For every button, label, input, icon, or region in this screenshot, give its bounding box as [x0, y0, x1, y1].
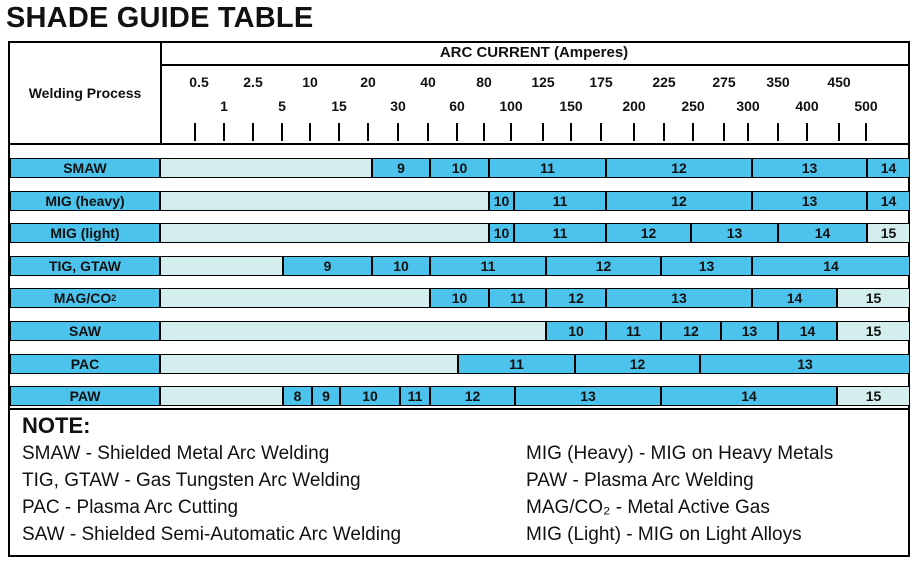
tick-label-top: 2.5: [243, 74, 263, 90]
shade-cell: 10: [430, 288, 489, 308]
tick-label-top: 350: [766, 74, 790, 90]
shade-cell: 10: [430, 158, 489, 178]
tick-label-top: 10: [302, 74, 318, 90]
process-label-text: SAW: [69, 323, 101, 339]
no-shade-range: [160, 256, 283, 276]
scale-tick: [723, 123, 725, 141]
scale-tick: [252, 123, 254, 141]
shade-row: [10, 321, 908, 341]
tick-label-top: 40: [420, 74, 436, 90]
tick-label-bottom: 100: [499, 98, 523, 114]
tick-label-bottom: 15: [331, 98, 347, 114]
shade-cell: 14: [752, 288, 837, 308]
shade-cell: 8: [283, 386, 312, 406]
note-item: MIG (Heavy) - MIG on Heavy Metals: [526, 443, 834, 464]
tick-label-top: 80: [476, 74, 492, 90]
shade-cell: 12: [661, 321, 721, 341]
shade-cell: 14: [867, 191, 910, 211]
shade-cell: 13: [752, 191, 867, 211]
process-label: [10, 158, 160, 178]
process-label: [10, 288, 160, 308]
process-label-text: MIG (light): [50, 225, 120, 241]
scale-tick: [223, 123, 225, 141]
scale-tick: [510, 123, 512, 141]
shade-cell: 13: [661, 256, 752, 276]
process-label-text: PAW: [69, 388, 101, 404]
shade-row: [10, 191, 908, 211]
arc-current-header: ARC CURRENT (Amperes): [160, 43, 908, 66]
tick-label-bottom: 500: [854, 98, 878, 114]
note-item: MIG (Light) - MIG on Light Alloys: [526, 524, 802, 545]
process-label: [10, 223, 160, 243]
no-shade-range: [160, 191, 489, 211]
page-title: SHADE GUIDE TABLE: [6, 2, 314, 34]
shade-cell: 15: [867, 223, 910, 243]
shade-cell: 11: [489, 288, 546, 308]
tick-label-bottom: 300: [736, 98, 760, 114]
note-item: TIG, GTAW - Gas Tungsten Arc Welding: [22, 470, 361, 491]
shade-cell: 9: [283, 256, 372, 276]
note-item: PAW - Plasma Arc Welding: [526, 470, 754, 491]
shade-cell: 13: [691, 223, 778, 243]
no-shade-range: [160, 158, 372, 178]
no-shade-range: [160, 354, 458, 374]
scale-tick: [838, 123, 840, 141]
tick-label-top: 450: [827, 74, 851, 90]
scale-tick: [542, 123, 544, 141]
tick-label-bottom: 5: [278, 98, 286, 114]
tick-label-top: 0.5: [189, 74, 209, 90]
shade-row: [10, 158, 908, 178]
process-column-header: Welding Process: [10, 43, 162, 143]
shade-cell: 13: [721, 321, 778, 341]
shade-cell: 12: [546, 256, 661, 276]
tick-label-top: 175: [589, 74, 613, 90]
shade-cell: 13: [606, 288, 752, 308]
shade-cell: 14: [752, 256, 910, 276]
tick-label-bottom: 400: [795, 98, 819, 114]
shade-row: [10, 354, 908, 374]
scale-tick: [309, 123, 311, 141]
shade-cell: 10: [372, 256, 430, 276]
shade-cell: 14: [778, 321, 837, 341]
shade-row: [10, 386, 908, 406]
shade-cell: 11: [400, 386, 430, 406]
scale-tick: [456, 123, 458, 141]
tick-label-top: 125: [531, 74, 555, 90]
tick-label-top: 225: [652, 74, 676, 90]
tick-label-bottom: 60: [449, 98, 465, 114]
shade-cell: 11: [514, 191, 606, 211]
shade-cell: 15: [837, 321, 910, 341]
shade-cell: 10: [489, 223, 514, 243]
shade-cell: 14: [661, 386, 837, 406]
scale-tick: [281, 123, 283, 141]
shade-cell: 9: [312, 386, 340, 406]
shade-cell: 11: [430, 256, 546, 276]
note-item: MAG/CO₂ - Metal Active Gas: [526, 497, 770, 518]
shade-cell: 11: [458, 354, 575, 374]
shade-cell: 14: [867, 158, 910, 178]
note-item: SAW - Shielded Semi-Automatic Arc Welding: [22, 524, 402, 545]
notes-divider: [10, 408, 908, 410]
shade-cell: 15: [837, 288, 910, 308]
shade-cell: 13: [515, 386, 661, 406]
note-item: PAC - Plasma Arc Cutting: [22, 497, 239, 518]
shade-row: [10, 256, 908, 276]
shade-cell: 11: [514, 223, 606, 243]
scale-tick: [367, 123, 369, 141]
scale-tick: [483, 123, 485, 141]
scale-tick: [194, 123, 196, 141]
scale-tick: [663, 123, 665, 141]
shade-cell: 14: [778, 223, 867, 243]
shade-cell: 10: [340, 386, 400, 406]
process-label-text: PAC: [70, 356, 100, 372]
scale-tick: [692, 123, 694, 141]
scale-tick: [397, 123, 399, 141]
shade-cell: 12: [606, 158, 752, 178]
note-item: SMAW - Shielded Metal Arc Welding: [22, 443, 330, 464]
shade-cell: 10: [546, 321, 606, 341]
scale-tick: [338, 123, 340, 141]
scale-tick: [777, 123, 779, 141]
scale-tick: [747, 123, 749, 141]
tick-label-bottom: 200: [622, 98, 646, 114]
process-label-text: MAG/CO: [53, 290, 112, 306]
process-label: [10, 354, 160, 374]
shade-cell: 12: [575, 354, 700, 374]
process-label-subscript: 2: [111, 293, 117, 303]
shade-cell: 13: [752, 158, 867, 178]
process-label-text: MIG (heavy): [45, 193, 125, 209]
scale-tick: [600, 123, 602, 141]
shade-cell: 13: [700, 354, 910, 374]
tick-label-top: 20: [360, 74, 376, 90]
process-label: [10, 256, 160, 276]
shade-cell: 9: [372, 158, 430, 178]
process-label-text: TIG, GTAW: [48, 258, 122, 274]
scale-tick: [633, 123, 635, 141]
shade-cell: 10: [489, 191, 514, 211]
no-shade-range: [160, 288, 430, 308]
shade-guide-table: [8, 41, 910, 557]
no-shade-range: [160, 321, 546, 341]
tick-label-bottom: 150: [559, 98, 583, 114]
shade-cell: 11: [489, 158, 606, 178]
process-label: [10, 321, 160, 341]
scale-tick: [570, 123, 572, 141]
header-divider: [10, 143, 908, 145]
process-label-text: SMAW: [63, 160, 107, 176]
shade-cell: 12: [606, 191, 752, 211]
tick-label-bottom: 30: [390, 98, 406, 114]
shade-row: [10, 223, 908, 243]
no-shade-range: [160, 386, 283, 406]
shade-cell: 12: [546, 288, 606, 308]
notes-title: NOTE:: [22, 413, 91, 438]
scale-tick: [865, 123, 867, 141]
tick-label-bottom: 250: [681, 98, 705, 114]
shade-cell: 15: [837, 386, 910, 406]
scale-tick: [427, 123, 429, 141]
tick-label-top: 275: [712, 74, 736, 90]
shade-cell: 12: [430, 386, 515, 406]
shade-cell: 12: [606, 223, 691, 243]
process-label: [10, 386, 160, 406]
no-shade-range: [160, 223, 489, 243]
tick-label-bottom: 1: [220, 98, 228, 114]
scale-tick: [806, 123, 808, 141]
shade-cell: 11: [606, 321, 661, 341]
shade-row: [10, 288, 908, 308]
process-label: [10, 191, 160, 211]
